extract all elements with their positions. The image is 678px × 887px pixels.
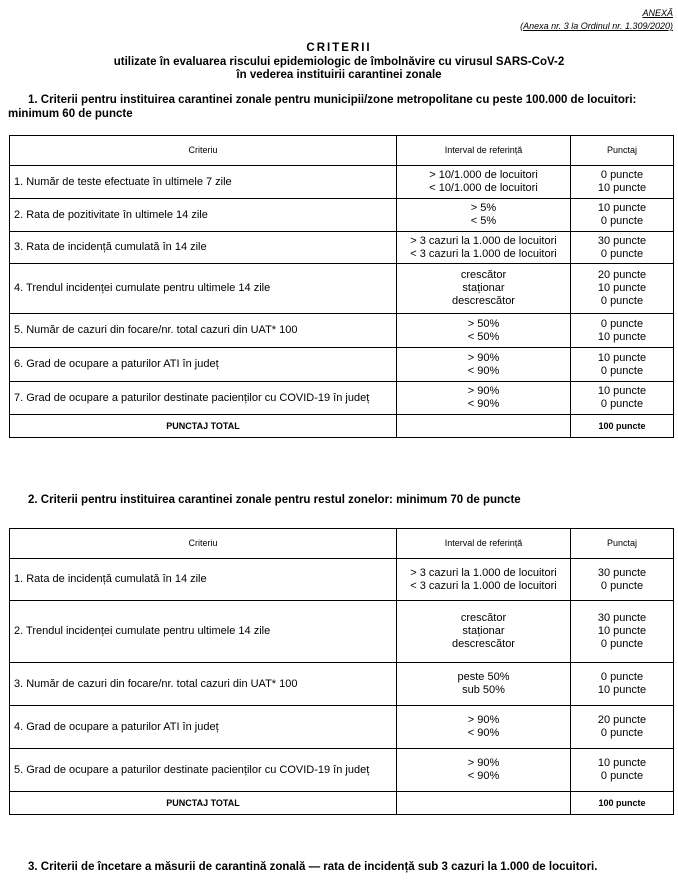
interval-value: staționar [462,282,505,295]
score-cell [571,749,674,792]
table-row [10,348,674,382]
score-cell [571,166,674,199]
score-cell [571,232,674,264]
table-row [10,559,674,601]
score-value: 10 puncte [597,625,647,638]
interval-value: < 3 cazuri la 1.000 de locuitori [410,247,557,260]
total-empty-cell [397,415,571,438]
interval-value: crescător [460,612,507,625]
interval-value: < 90% [467,364,500,377]
total-row [10,415,674,438]
section-2-heading: 2. Criterii pentru instituirea carantinei zonale pentru restul zonelor: minimum 70 de puncte [28,494,521,506]
interval-cell [397,199,571,232]
total-label: PUNCTAJ TOTAL [10,415,397,438]
score-value: 0 puncte [600,317,644,330]
annex-order-ref: (Anexa nr. 3 la Ordinul nr. 1.309/2020) [520,21,673,31]
criterion-cell: 2. Rata de pozitivitate în ultimele 14 zile [10,199,397,232]
total-row [10,792,674,815]
interval-value: > 90% [467,351,500,364]
criterion-cell: 4. Trendul incidenței cumulate pentru ultimele 14 zile [10,264,397,314]
annex-label: ANEXĂ [642,8,673,18]
criteria-table-2-body [10,559,674,815]
interval-cell [397,348,571,382]
document-title [0,42,678,83]
interval-value: < 90% [467,770,500,782]
interval-cell [397,166,571,199]
score-cell [571,348,674,382]
score-value: 30 puncte [597,234,647,247]
column-header-interval: Interval de referință [397,529,571,559]
score-cell [571,559,674,601]
table-row [10,663,674,706]
score-cell [571,706,674,749]
column-header-criterion: Criteriu [10,529,397,559]
score-value: 0 puncte [600,215,644,227]
total-label: PUNCTAJ TOTAL [10,792,397,815]
criterion-cell: 3. Număr de cazuri din focare/nr. total cazuri din UAT* 100 [10,663,397,706]
score-value: 0 puncte [600,169,644,182]
score-value: 0 puncte [600,247,644,260]
score-value: 10 puncte [597,757,647,770]
total-value: 100 puncte [571,415,674,438]
score-value: 10 puncte [597,202,647,215]
criteria-table-2 [9,528,674,815]
score-cell [571,314,674,348]
title-line-2: utilizate în evaluarea riscului epidemiologic de îmbolnăvire cu virusul SARS-CoV-2 [113,55,565,68]
interval-value: < 90% [467,398,500,410]
score-value: 10 puncte [597,282,647,295]
interval-value: < 10/1.000 de locuitori [429,182,538,194]
column-header-score: Punctaj [571,529,674,559]
score-value: 0 puncte [600,579,644,592]
table-row [10,749,674,792]
interval-cell [397,559,571,601]
interval-value: > 5% [470,202,497,215]
score-value: 0 puncte [600,770,644,782]
interval-value: crescător [460,269,507,282]
criterion-cell: 3. Rata de incidență cumulată în 14 zile [10,232,397,264]
title-line-3: în vederea instituirii carantinei zonale [236,69,442,81]
interval-value: < 50% [467,330,500,343]
interval-cell [397,232,571,264]
interval-cell [397,314,571,348]
interval-value: > 3 cazuri la 1.000 de locuitori [410,234,557,247]
score-value: 10 puncte [597,385,647,398]
interval-value: staționar [462,625,505,638]
criteria-table-1-body [10,166,674,438]
interval-value: > 90% [467,385,500,398]
interval-cell [397,601,571,663]
column-header-criterion: Criteriu [10,136,397,166]
criterion-cell: 6. Grad de ocupare a paturilor ATI în județ [10,348,397,382]
table-row [10,199,674,232]
interval-cell [397,663,571,706]
criterion-cell: 5. Grad de ocupare a paturilor destinate pacienților cu COVID-19 în județ [10,749,397,792]
column-header-score: Punctaj [571,136,674,166]
score-cell [571,264,674,314]
score-value: 0 puncte [600,398,644,410]
table-row [10,264,674,314]
column-header-interval: Interval de referință [397,136,571,166]
section-3-heading: 3. Criterii de încetare a măsurii de carantină zonală — rata de incidență sub 3 cazuri la 1.000 de locuitori. [28,861,598,873]
score-value: 10 puncte [597,684,647,696]
criterion-cell: 1. Rata de incidență cumulată în 14 zile [10,559,397,601]
criterion-cell: 5. Număr de cazuri din focare/nr. total cazuri din UAT* 100 [10,314,397,348]
score-value: 0 puncte [600,294,644,307]
score-value: 30 puncte [597,612,647,625]
interval-value: < 90% [467,727,500,739]
interval-value: < 5% [470,215,497,227]
interval-value: peste 50% [457,671,510,684]
interval-value: descrescător [452,637,515,650]
score-cell [571,199,674,232]
score-value: 10 puncte [597,182,647,194]
criterion-cell: 7. Grad de ocupare a paturilor destinate pacienților cu COVID-19 în județ [10,382,397,415]
interval-value: sub 50% [462,684,505,696]
total-empty-cell [397,792,571,815]
interval-cell [397,264,571,314]
criterion-cell: 2. Trendul incidenței cumulate pentru ultimele 14 zile [10,601,397,663]
table-row [10,166,674,199]
total-value: 100 puncte [571,792,674,815]
interval-value: < 3 cazuri la 1.000 de locuitori [410,579,557,592]
section-1-heading: 1. Criterii pentru instituirea carantinei zonale pentru municipii/zone metropolitane cu peste 100.000 de locuitori: minimum 60 de puncte [8,94,637,120]
interval-cell [397,382,571,415]
score-value: 0 puncte [600,671,644,684]
score-value: 0 puncte [600,727,644,739]
score-value: 20 puncte [597,269,647,282]
interval-cell [397,749,571,792]
interval-value: > 3 cazuri la 1.000 de locuitori [410,566,557,579]
criterion-cell: 4. Grad de ocupare a paturilor ATI în județ [10,706,397,749]
title-line-1: CRITERII [306,42,372,54]
score-value: 30 puncte [597,566,647,579]
annex-reference [520,7,673,33]
score-value: 0 puncte [600,637,644,650]
score-cell [571,601,674,663]
interval-cell [397,706,571,749]
interval-value: > 50% [467,317,500,330]
score-cell [571,382,674,415]
score-value: 10 puncte [597,351,647,364]
criterion-cell: 1. Număr de teste efectuate în ultimele 7 zile [10,166,397,199]
interval-value: > 90% [467,714,500,727]
score-value: 20 puncte [597,714,647,727]
score-value: 0 puncte [600,364,644,377]
score-cell [571,663,674,706]
table-row [10,314,674,348]
table-row [10,706,674,749]
interval-value: > 10/1.000 de locuitori [429,169,538,182]
interval-value: descrescător [452,294,515,307]
interval-value: > 90% [467,757,500,770]
table-row [10,382,674,415]
criteria-table-1 [9,135,674,438]
table-row [10,601,674,663]
table-row [10,232,674,264]
score-value: 10 puncte [597,330,647,343]
